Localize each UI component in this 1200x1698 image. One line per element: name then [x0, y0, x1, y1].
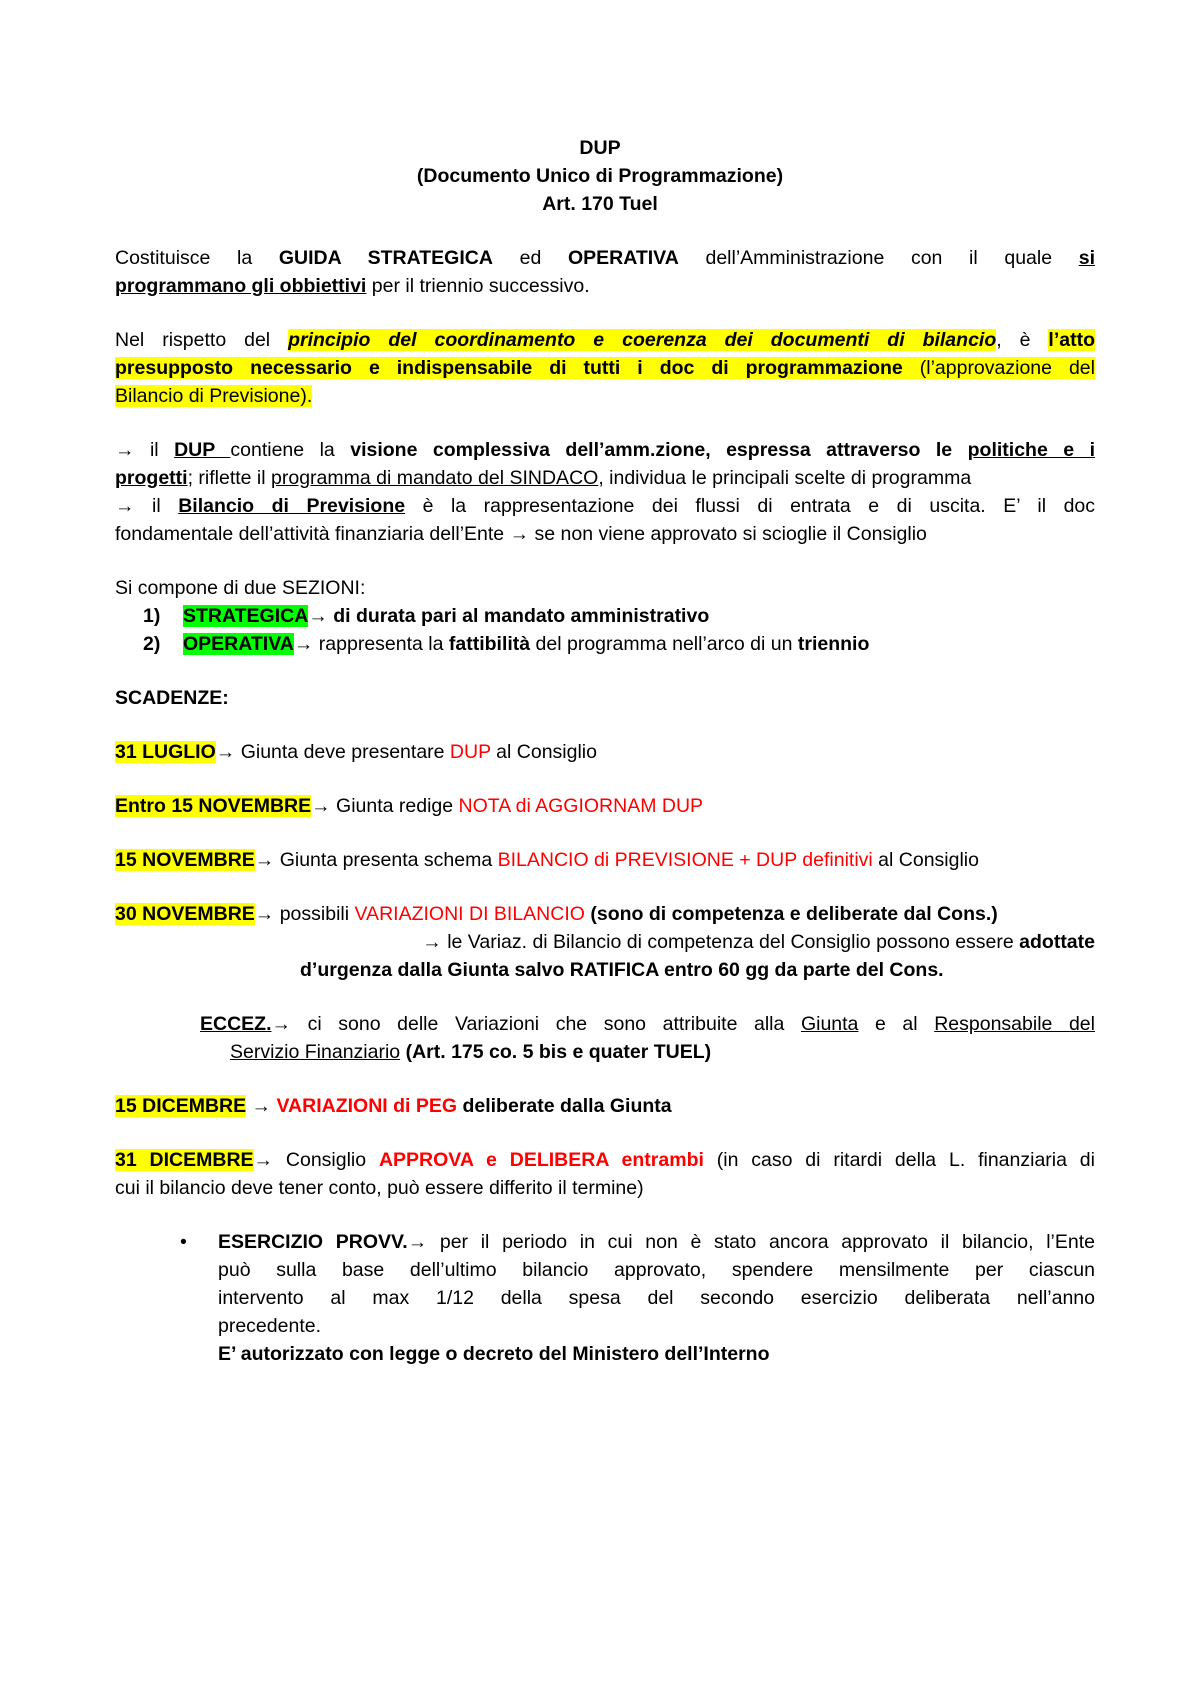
arrow-right-icon: → [254, 903, 275, 925]
esercizio-line3: intervento al max 1/12 della spesa del secondo esercizio deliberata nell’anno [218, 1287, 1095, 1309]
deadline-31-dicembre-line2: cui il bilancio deve tener conto, può essere differito il termine) [115, 1177, 644, 1199]
bullet-icon: • [180, 1231, 187, 1253]
eccez-line2: Servizio Finanziario (Art. 175 co. 5 bis e quater TUEL) [230, 1041, 712, 1063]
p3-line4: fondamentale dell’attività finanziaria dell’Ente → se non viene approvato si scioglie il Consiglio [115, 523, 927, 545]
deadline-31-dicembre: 31 DICEMBRE→ Consiglio APPROVA e DELIBERA entrambi (in caso di ritardi della L. finanziaria di [115, 1149, 1095, 1171]
esercizio-line2: può sulla base dell’ultimo bilancio approvato, spendere mensilmente per ciascun [218, 1259, 1095, 1281]
doc-subtitle: (Documento Unico di Programmazione) [416, 165, 784, 187]
p2-line3: Bilancio di Previsione). [115, 385, 313, 407]
deadline-15-novembre: 15 NOVEMBRE→ Giunta presenta schema BILANCIO di PREVISIONE + DUP definitivi al Consiglio [115, 849, 979, 871]
deadline-30-novembre-line3: d’urgenza dalla Giunta salvo RATIFICA entro 60 gg da parte del Cons. [300, 959, 944, 981]
p1-line1: Costituisce la GUIDA STRATEGICA ed OPERATIVA dell’Amministrazione con il quale si [115, 247, 1096, 269]
esercizio-line5: E’ autorizzato con legge o decreto del Ministero dell’Interno [218, 1343, 770, 1365]
deadline-15-dicembre: 15 DICEMBRE → VARIAZIONI di PEG deliberate dalla Giunta [115, 1095, 672, 1117]
section-item-1: 1) STRATEGICA→ di durata pari al mandato amministrativo [143, 605, 710, 627]
arrow-right-icon: → [215, 741, 236, 763]
arrow-right-icon: → [254, 849, 275, 871]
p2-line1: Nel rispetto del principio del coordinamento e coerenza dei documenti di bilancio, è l’atto [115, 329, 1096, 351]
esercizio-line1: ESERCIZIO PROVV.→ per il periodo in cui non è stato ancora approvato il bilancio, l’Ente [218, 1231, 1095, 1253]
arrow-right-icon: → [422, 931, 442, 953]
section-item-2: 2) OPERATIVA→ rappresenta la fattibilità del programma nell’arco di un triennio [143, 633, 870, 655]
p3-line1: → il DUP contiene la visione complessiva dell’amm.zione, espressa attraverso le politiche e i [115, 439, 1095, 461]
arrow-right-icon: → [407, 1231, 428, 1253]
arrow-right-icon: → [251, 1095, 272, 1117]
sections-intro: Si compone di due SEZIONI: [115, 577, 366, 599]
deadline-31-luglio: 31 LUGLIO→ Giunta deve presentare DUP al Consiglio [115, 741, 597, 763]
arrow-right-icon: → [253, 1149, 274, 1171]
p1-line2: programmano gli obbiettivi per il triennio successivo. [115, 275, 590, 297]
p2-line2: presupposto necessario e indispensabile di tutti i doc di programmazione (l’approvazione del [115, 357, 1095, 379]
esercizio-line4: precedente. [218, 1315, 321, 1337]
arrow-right-icon: → [509, 523, 530, 545]
p3-line2: progetti; riflette il programma di mandato del SINDACO, individua le principali scelte di programma [115, 467, 972, 489]
arrow-right-icon: → [293, 633, 314, 655]
scadenze-title: SCADENZE: [115, 687, 229, 709]
doc-article: Art. 170 Tuel [542, 193, 658, 215]
deadline-30-novembre: 30 NOVEMBRE→ possibili VARIAZIONI DI BILANCIO (sono di competenza e deliberate dal Cons.) [115, 903, 998, 925]
arrow-right-icon: → [311, 795, 331, 817]
arrow-right-icon: → [115, 495, 135, 517]
deadline-30-novembre-line2: → le Variaz. di Bilancio di competenza del Consiglio possono essere adottate [422, 931, 1095, 953]
arrow-right-icon: → [115, 439, 135, 461]
deadline-entro-15-novembre: Entro 15 NOVEMBRE→ Giunta redige NOTA di AGGIORNAM DUP [115, 795, 704, 817]
arrow-right-icon: → [271, 1013, 292, 1035]
arrow-right-icon: → [308, 605, 328, 627]
p3-line3: → il Bilancio di Previsione è la rappresentazione dei flussi di entrata e di uscita. E’ il doc [115, 495, 1096, 517]
eccez-line1: ECCEZ.→ ci sono delle Variazioni che sono attribuite alla Giunta e al Responsabile del [200, 1013, 1095, 1035]
doc-title: DUP [579, 137, 621, 159]
